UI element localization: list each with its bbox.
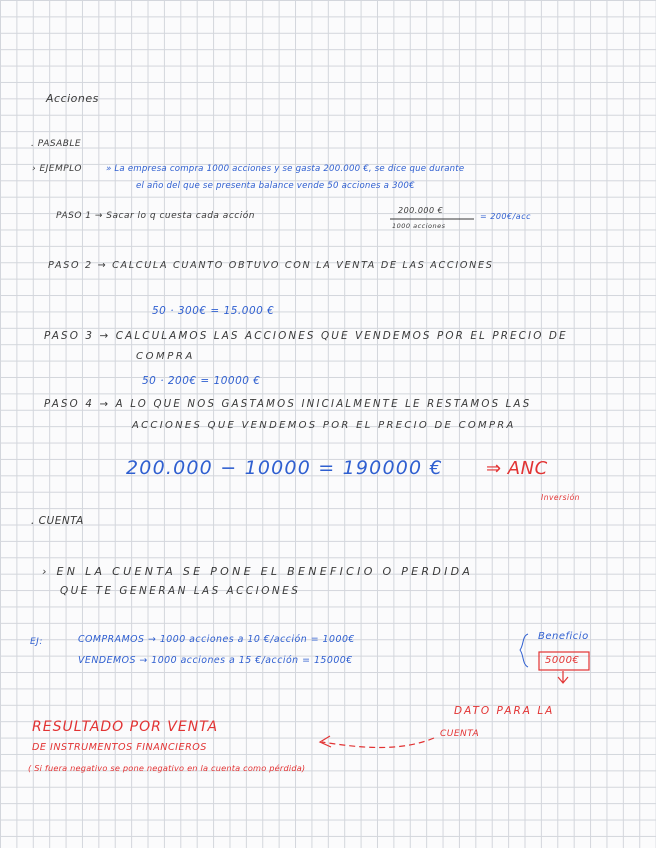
curly-brace xyxy=(520,634,528,667)
result-ans: ⇒ ANC xyxy=(486,458,548,479)
resultado-line-1: RESULTADO POR VENTA xyxy=(32,719,219,735)
resultado-line-2: DE INSTRUMENTOS FINANCIEROS xyxy=(32,742,207,753)
paso-4-line-1: PASO 4 → A LO QUE NOS GASTAMOS INICIALMENTE LE RESTAMOS LAS xyxy=(44,399,532,410)
beneficio-value: 5000€ xyxy=(545,655,580,666)
beneficio-label: Beneficio xyxy=(538,631,589,642)
fraction-numerator: 200.000 € xyxy=(398,206,444,215)
ej-label: EJ: xyxy=(30,637,43,647)
dashed-arrow-head xyxy=(320,736,331,747)
result-note: Inversión xyxy=(541,493,580,502)
paso-2: PASO 2 → CALCULA CUANTO OBTUVO CON LA VENTA DE LAS ACCIONES xyxy=(48,260,494,271)
ejemplo-text-line-2: el año del que se presenta balance vende 50 acciones a 300€ xyxy=(136,181,415,191)
ejemplo-label: › EJEMPLO xyxy=(32,164,83,174)
dato-cuenta: CUENTA xyxy=(440,729,480,739)
ej-compramos: COMPRAMOS → 1000 acciones a 10 €/acción = 1000€ xyxy=(78,634,355,645)
cuenta-line-1: › EN LA CUENTA SE PONE EL BENEFICIO O PERDIDA xyxy=(42,565,474,578)
fraction-denominator: 1000 acciones xyxy=(392,222,446,230)
dashed-arrow xyxy=(322,738,434,748)
calculation-venta: 50 · 300€ = 15.000 € xyxy=(152,305,275,317)
calculation-compra: 50 · 200€ = 10000 € xyxy=(142,375,261,387)
paso-4-line-2: ACCIONES QUE VENDEMOS POR EL PRECIO DE COMPRA xyxy=(132,420,516,431)
paso-3-line-2: COMPRA xyxy=(136,351,195,362)
resultado-nota: ( Si fuera negativo se pone negativo en la cuenta como pérdida) xyxy=(28,763,306,773)
ejemplo-text-line-1: » La empresa compra 1000 acciones y se gasta 200.000 €, se dice que durante xyxy=(106,164,465,174)
dato-para-la: DATO PARA LA xyxy=(454,705,555,717)
cuenta-line-2: QUE TE GENERAN LAS ACCIONES xyxy=(60,585,301,597)
ej-vendemos: VENDEMOS → 1000 acciones a 15 €/acción = 15000€ xyxy=(78,655,353,666)
paso-3-line-1: PASO 3 → CALCULAMOS LAS ACCIONES QUE VENDEMOS POR EL PRECIO DE xyxy=(44,330,568,342)
fraction-result: = 200€/acc xyxy=(480,212,531,221)
paso-1: PASO 1 → Sacar lo q cuesta cada acción xyxy=(56,211,255,221)
result-equation: 200.000 − 10000 = 190000 € xyxy=(126,457,443,479)
down-arrow xyxy=(558,671,568,683)
beneficio-box xyxy=(539,652,589,670)
section-heading-cuenta: . CUENTA xyxy=(31,515,84,527)
page-title: Acciones xyxy=(46,92,99,105)
section-heading-pasable: . PASABLE xyxy=(31,139,82,149)
